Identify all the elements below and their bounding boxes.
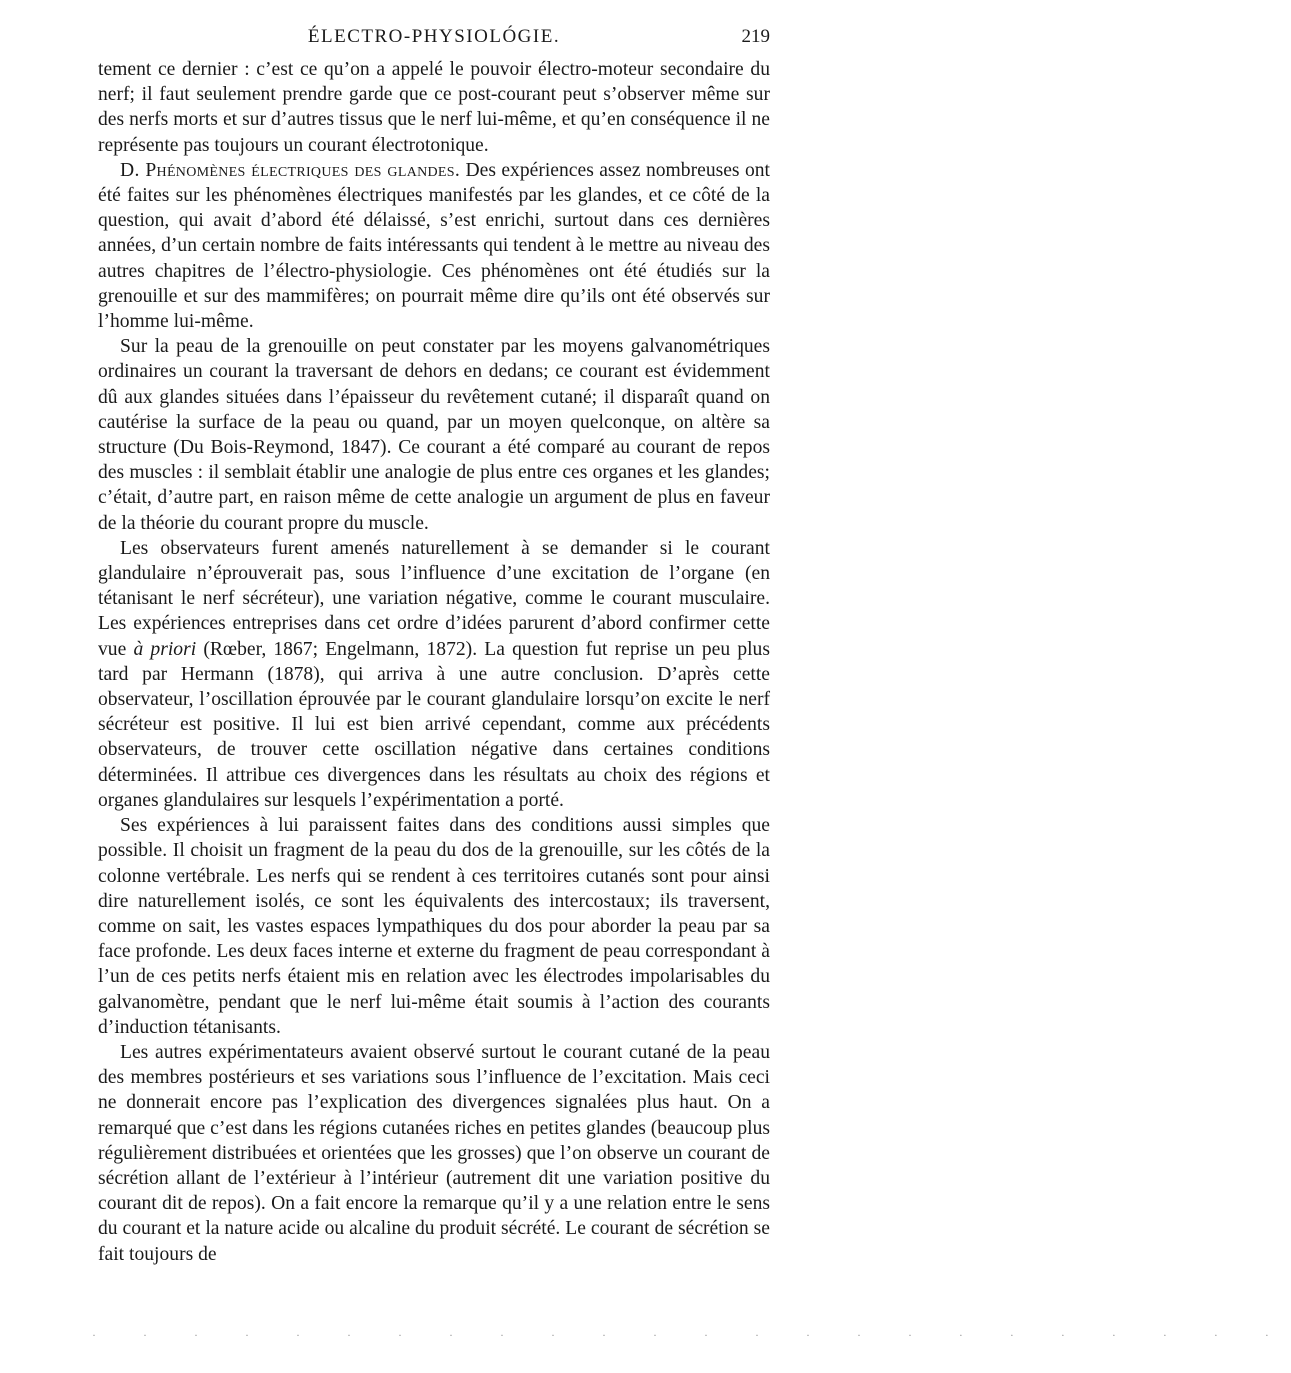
paragraph-5 [98, 813, 770, 1040]
running-title: ÉLECTRO-PHYSIOLÓGIE. [307, 26, 561, 47]
paragraph-4 [98, 536, 770, 813]
paragraph-6-text: Les autres expérimentateurs avaient observé surtout le courant cutané de la peau des membres postérieurs et ses variations sous l’influence de l’excitation. Mais ceci ne donnerait encore pas l’explication des divergences signalées plus haut. On a remarqué que c’est dans les régions cutanées riches en petites glandes (beaucoup plus régulièrement distribuées et orientées que les grosses) que l’on observe un courant de sécrétion allant de l’extérieur à l’intérieur (autrement dit une variation positive du courant dit de repos). On a fait encore la remarque qu’il y a une relation entre le sens du courant et la nature acide ou alcaline du produit sécrété. Le courant de sécrétion se fait toujours de [98, 1041, 770, 1265]
running-head [98, 26, 770, 52]
section-heading: D. Phénomènes électriques des glandes. [120, 159, 461, 181]
paragraph-4-text-after: (Rœber, 1867; Engelmann, 1872). La question fut reprise un peu plus tard par Hermann (1878), qui arriva à une autre conclusion. D’après cette observateur, l’oscillation éprouvée par le courant glandulaire lorsqu’on excite le nerf sécréteur est positive. Il lui est bien arrivé cependant, comme aux précédents observateurs, de trouver cette oscillation négative dans certaines conditions déterminées. Il attribue ces divergences dans les résultats au choix des régions et organes glandulaires sur lesquels l’expérimentation a porté. [98, 638, 770, 811]
paragraph-3 [98, 334, 770, 536]
paragraph-2 [98, 158, 770, 334]
paragraph-5-text: Ses expériences à lui paraissent faites dans des conditions aussi simples que possible. Il choisit un fragment de la peau du dos de la grenouille, sur les côtés de la colonne vertébrale. Les nerfs qui se rendent à ces territoires cutanés sont pour ainsi dire naturellement isolés, ce sont les équivalents des intercostaux; ils traversent, comme on sait, les vastes espaces lympathiques du dos pour aborder la peau par sa face profonde. Les deux faces interne et externe du fragment de peau correspondant à l’un de ces petits nerfs étaient mis en relation avec les électrodes impolarisables du galvanomètre, pendant que le nerf lui-même était soumis à l’action des courants d’induction tétanisants. [98, 815, 770, 1038]
paragraph-1-text: tement ce dernier : c’est ce qu’on a appelé le pouvoir électro-moteur secondaire du nerf; il faut seulement prendre garde que ce post-courant peut s’observer même sur des nerfs morts et sur d’autres tissus que le nerf lui-même, et qu’en conséquence il ne représente pas toujours un courant électrotonique. [98, 59, 770, 156]
paragraph-1 [98, 57, 770, 158]
page-number: 219 [741, 26, 770, 47]
paragraph-3-text: Sur la peau de la grenouille on peut constater par les moyens galvanométriques ordinaires un courant la traversant de dehors en dedans; ce courant est évidemment dû aux glandes situées dans l’épaisseur du revêtement cutané; il disparaît quand on cautérise la surface de la peau ou quand, par un moyen quelconque, on altère sa structure (Du Bois-Reymond, 1847). Ce courant a été comparé au courant de repos des muscles : il semblait établir une analogie de plus entre ces organes et les glandes; c’était, d’autre part, en raison même de cette analogie un argument de plus en faveur de la théorie du courant propre du muscle. [98, 336, 770, 534]
scan-noise-marks: · · · · · · · · · · · · · · · · · · · · · · · · [92, 1328, 1291, 1342]
body-text [98, 57, 770, 1267]
paragraph-4-text-before: Les observateurs furent amenés naturellement à se demander si le courant glandulaire n’éprouverait pas, sous l’influence d’une excitation de l’organe (en tétanisant le nerf sécréteur), une variation négative, comme le courant musculaire. Les expériences entreprises dans cet ordre d’idées parurent d’abord confirmer cette vue [98, 537, 770, 660]
paragraph-4-italic: à priori [133, 638, 197, 660]
paragraph-6 [98, 1040, 770, 1267]
paragraph-2-text: Des expériences assez nombreuses ont été faites sur les phénomènes électriques manifestés par les glandes, et ce côté de la question, qui avait d’abord été délaissé, s’est enrichi, surtout dans ces dernières années, d’un certain nombre de faits intéressants qui tendent à le mettre au niveau des autres chapitres de l’électro-physiologie. Ces phénomènes ont été étudiés sur la grenouille et sur des mammifères; on pourrait même dire qu’ils ont été observés sur l’homme lui-même. [98, 159, 771, 333]
